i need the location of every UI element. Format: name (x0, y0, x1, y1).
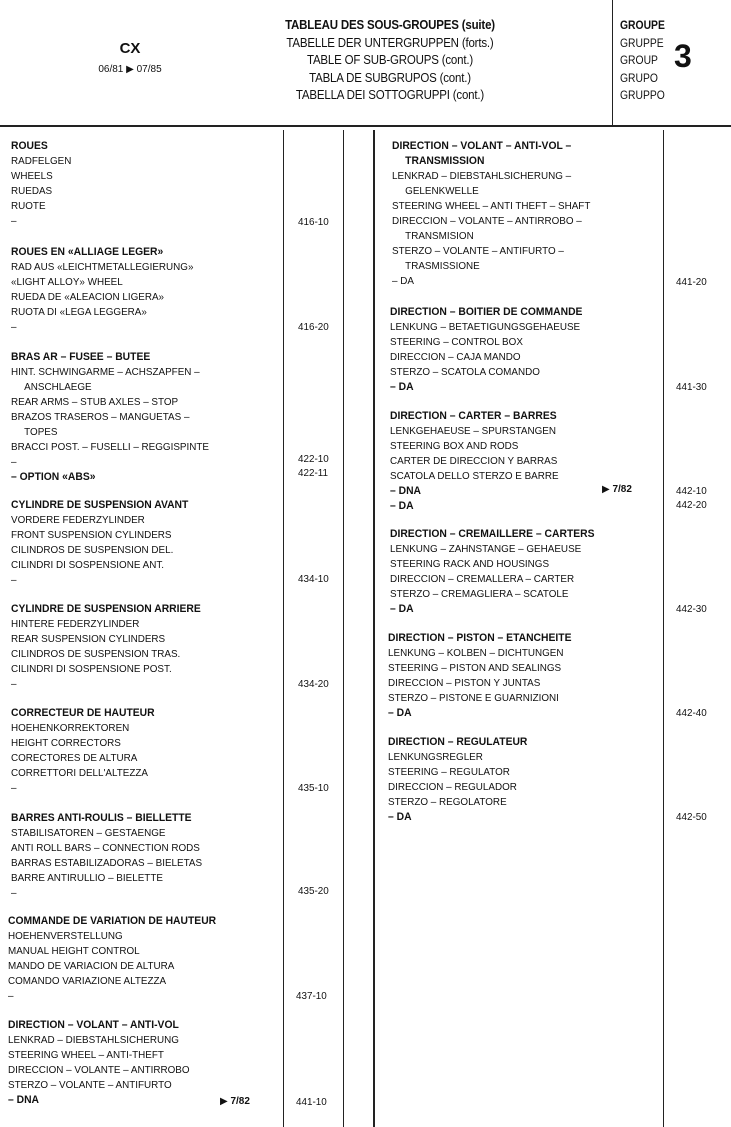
ref-442-50: 442-50 (676, 811, 707, 823)
entry-line: RADFELGEN (11, 155, 72, 167)
entry-line: TOPES (24, 426, 58, 438)
entry-direction-piston (388, 631, 583, 721)
entry-line: DIRECCION – CREMALLERA – CARTER (390, 573, 575, 585)
entry-line: COMANDO VARIAZIONE ALTEZZA (8, 975, 167, 987)
entry-line: CORRETTORI DELL'ALTEZZA (11, 767, 148, 779)
entry-line: GELENKWELLE (405, 185, 479, 197)
entry-line: STERZO – VOLANTE – ANTIFURTO – (392, 245, 564, 257)
entry-line: RUEDA DE «ALEACION LIGERA» (11, 291, 165, 303)
entry-line: LENKUNGSREGLER (388, 751, 483, 763)
entry-direction-transmission (392, 139, 603, 289)
entry-line: REAR SUSPENSION CYLINDERS (11, 633, 166, 645)
entry-line: CARTER DE DIRECCION Y BARRAS (390, 455, 558, 467)
entry-direction-boitier (390, 305, 595, 395)
entry-line: – DA (390, 381, 414, 393)
ref-422-10: 422-10 (298, 453, 329, 465)
entry-line: CILINDROS DE SUSPENSION DEL. (11, 544, 174, 556)
column-rule-4 (663, 130, 664, 1127)
entry-direction-carter (390, 409, 569, 514)
entry-line: ANSCHLAEGE (24, 381, 92, 393)
entry-line: VORDERE FEDERZYLINDER (11, 514, 145, 526)
entry-line: CILINDRI DI SOSPENSIONE ANT. (11, 559, 165, 571)
entry-line: HINT. SCHWINGARME – ACHSZAPFEN – (11, 366, 200, 378)
entry-line: STABILISATOREN – GESTAENGE (11, 827, 166, 839)
entry-line: DIRECCION – REGULADOR (388, 781, 517, 793)
entry-line: BRACCI POST. – FUSELLI – REGGISPINTE (11, 441, 210, 453)
entry-title: DIRECTION – PISTON – ETANCHEITE (388, 632, 572, 644)
entry-line: STEERING – CONTROL BOX (390, 336, 523, 348)
ref-416-10: 416-10 (298, 216, 329, 228)
entry-title: BRAS AR – FUSEE – BUTEE (11, 351, 151, 363)
ref-442-40: 442-40 (676, 707, 707, 719)
title-de: TABELLE DER UNTERGRUPPEN (forts.) (286, 35, 494, 50)
column-rule-3 (373, 130, 375, 1127)
ref-441-10: 441-10 (296, 1096, 327, 1108)
entry-cylindre-arriere (11, 602, 213, 692)
entry-roues-alliage (11, 245, 205, 335)
entry-line: HOEHENKORREKTOREN (11, 722, 130, 734)
group-label-block (620, 18, 670, 106)
entry-title: DIRECTION – VOLANT – ANTI-VOL (8, 1019, 179, 1031)
group-label-de: GRUPPE (620, 37, 664, 50)
entry-line: – (11, 574, 17, 586)
entry-bras-ar (11, 350, 222, 485)
group-number: 3 (674, 38, 692, 74)
entry-line: LENKUNG – BETAETIGUNGSGEHAEUSE (390, 321, 581, 333)
entry-title: DIRECTION – CARTER – BARRES (390, 410, 557, 422)
entry-line: – (11, 782, 17, 794)
entry-line: STERZO – SCATOLA COMANDO (390, 366, 540, 378)
entry-line: – (11, 215, 17, 227)
title-fr: TABLEAU DES SOUS-GROUPES (suite) (285, 18, 495, 32)
model-name: CX (119, 40, 141, 57)
entry-line: – DA (392, 275, 414, 287)
entry-line: – (11, 678, 17, 690)
entry-line: BARRE ANTIRULLIO – BIELETTE (11, 872, 163, 884)
ref-442-10: 442-10 (676, 485, 707, 497)
entry-title: BARRES ANTI-ROULIS – BIELLETTE (11, 812, 192, 824)
entry-direction-regulateur (388, 735, 536, 825)
entry-line: DIRECCION – CAJA MANDO (390, 351, 521, 363)
entry-roues (11, 139, 75, 229)
entry-line: MANUAL HEIGHT CONTROL (8, 945, 140, 957)
entry-line: RUOTE (11, 200, 46, 212)
ref-437-10: 437-10 (296, 990, 327, 1002)
entry-title: CYLINDRE DE SUSPENSION ARRIERE (11, 603, 201, 615)
entry-title: COMMANDE DE VARIATION DE HAUTEUR (8, 915, 217, 927)
ref-435-10: 435-10 (298, 782, 329, 794)
entry-line: – (11, 321, 17, 333)
entry-line: LENKRAD – DIEBSTAHLSICHERUNG – (392, 170, 572, 182)
ref-442-20: 442-20 (676, 499, 707, 511)
entry-line: STEERING BOX AND RODS (390, 440, 519, 452)
entry-title: TRANSMISSION (405, 155, 485, 167)
title-it: TABELLA DEI SOTTOGRUPPI (cont.) (295, 88, 485, 102)
entry-line: – DA (390, 603, 414, 615)
entry-line: DIRECCION – VOLANTE – ANTIRROBO – (392, 215, 582, 227)
entry-title: CORRECTEUR DE HAUTEUR (11, 707, 155, 719)
entry-line: RUEDAS (11, 185, 53, 197)
page-title-block (240, 17, 540, 105)
entry-title: ROUES EN «ALLIAGE LEGER» (11, 246, 164, 258)
group-label-en: GROUP (620, 55, 658, 68)
entry-line: STERZO – VOLANTE – ANTIFURTO (8, 1079, 172, 1091)
entry-line: TRANSMISION (405, 230, 474, 242)
ref-441-30: 441-30 (676, 381, 707, 393)
entry-line: STEERING WHEEL – ANTI-THEFT (8, 1049, 164, 1061)
entry-line: STERZO – PISTONE E GUARNIZIONI (388, 692, 559, 704)
entry-line: DIRECCION – VOLANTE – ANTIRROBO (8, 1064, 190, 1076)
entry-line: DIRECCION – PISTON Y JUNTAS (388, 677, 541, 689)
entry-line: STEERING – PISTON AND SEALINGS (388, 662, 562, 674)
entry-line: TRASMISSIONE (405, 260, 480, 272)
entry-option-line: – OPTION «ABS» (11, 471, 96, 483)
entry-line: HEIGHT CORRECTORS (11, 737, 121, 749)
entry-direction-volant (8, 1018, 201, 1108)
entry-line: LENKGEHAEUSE – SPURSTANGEN (390, 425, 557, 437)
entry-line: ANTI ROLL BARS – CONNECTION RODS (11, 842, 200, 854)
entry-line: – DA (390, 500, 414, 512)
entry-line: LENKUNG – ZAHNSTANGE – GEHAEUSE (390, 543, 582, 555)
entry-title: DIRECTION – BOITIER DE COMMANDE (390, 306, 583, 318)
title-es: TABLA DE SUBGRUPOS (cont.) (309, 70, 471, 85)
entry-title: DIRECTION – VOLANT – ANTI-VOL – (392, 140, 572, 152)
entry-line: STERZO – REGOLATORE (388, 796, 507, 808)
entry-line: RAD AUS «LEICHTMETALLEGIERUNG» (11, 261, 194, 273)
production-dates: 06/81 ▶ 07/85 (98, 64, 162, 75)
date-mark: ▶ 7/82 (220, 1096, 250, 1107)
ref-422-11: 422-11 (298, 467, 329, 479)
date-mark: ▶ 7/82 (602, 484, 632, 495)
header-bottom-rule (0, 125, 731, 127)
entry-commande-variation (8, 914, 229, 1004)
ref-442-30: 442-30 (676, 603, 707, 615)
entry-line: – DNA (390, 485, 422, 497)
entry-line: STEERING WHEEL – ANTI THEFT – SHAFT (392, 200, 591, 212)
entry-title: DIRECTION – CREMAILLERE – CARTERS (390, 528, 595, 540)
entry-line: WHEELS (11, 170, 53, 182)
entry-title: ROUES (11, 140, 48, 152)
header-vertical-divider (612, 0, 613, 126)
entry-line: BRAZOS TRASEROS – MANGUETAS – (11, 411, 190, 423)
entry-line: HINTERE FEDERZYLINDER (11, 618, 140, 630)
entry-cylindre-avant (11, 498, 200, 588)
entry-line: CILINDROS DE SUSPENSION TRAS. (11, 648, 181, 660)
column-rule-2 (343, 130, 344, 1127)
entry-line: LENKRAD – DIEBSTAHLSICHERUNG (8, 1034, 179, 1046)
entry-line: «LIGHT ALLOY» WHEEL (11, 276, 123, 288)
ref-416-20: 416-20 (298, 321, 329, 333)
entry-line: STEERING – REGULATOR (388, 766, 510, 778)
entry-line: CILINDRI DI SOSPENSIONE POST. (11, 663, 172, 675)
ref-441-20: 441-20 (676, 276, 707, 288)
entry-line: STERZO – CREMAGLIERA – SCATOLE (390, 588, 569, 600)
entry-line: FRONT SUSPENSION CYLINDERS (11, 529, 172, 541)
entry-correcteur-hauteur (11, 706, 164, 796)
entry-line: – DA (388, 707, 412, 719)
entry-line: MANDO DE VARIACION DE ALTURA (8, 960, 175, 972)
entry-title: DIRECTION – REGULATEUR (388, 736, 528, 748)
group-label-it: GRUPPO (620, 90, 665, 103)
ref-434-20: 434-20 (298, 678, 329, 690)
entry-line: HOEHENVERSTELLUNG (8, 930, 123, 942)
entry-barres-anti-roulis (11, 811, 214, 901)
entry-line: SCATOLA DELLO STERZO E BARRE (390, 470, 559, 482)
group-label-fr: GROUPE (620, 20, 665, 32)
entry-line: – (11, 887, 17, 899)
entry-line: – DNA (8, 1094, 40, 1106)
group-label-es: GRUPO (620, 72, 658, 85)
ref-434-10: 434-10 (298, 573, 329, 585)
entry-line: BARRAS ESTABILIZADORAS – BIELETAS (11, 857, 203, 869)
entry-line: – (11, 456, 17, 468)
entry-line: STEERING RACK AND HOUSINGS (390, 558, 550, 570)
entry-line: CORECTORES DE ALTURA (11, 752, 138, 764)
entry-line: – (8, 990, 14, 1002)
entry-line: RUOTA DI «LEGA LEGGERA» (11, 306, 147, 318)
title-en: TABLE OF SUB-GROUPS (cont.) (306, 53, 474, 67)
entry-line: – DA (388, 811, 412, 823)
column-rule-1 (283, 130, 284, 1127)
entry-direction-cremaillere (390, 527, 608, 617)
entry-line: REAR ARMS – STUB AXLES – STOP (11, 396, 179, 408)
entry-title: CYLINDRE DE SUSPENSION AVANT (11, 499, 189, 511)
ref-435-20: 435-20 (298, 885, 329, 897)
entry-line: LENKUNG – KOLBEN – DICHTUNGEN (388, 647, 564, 659)
